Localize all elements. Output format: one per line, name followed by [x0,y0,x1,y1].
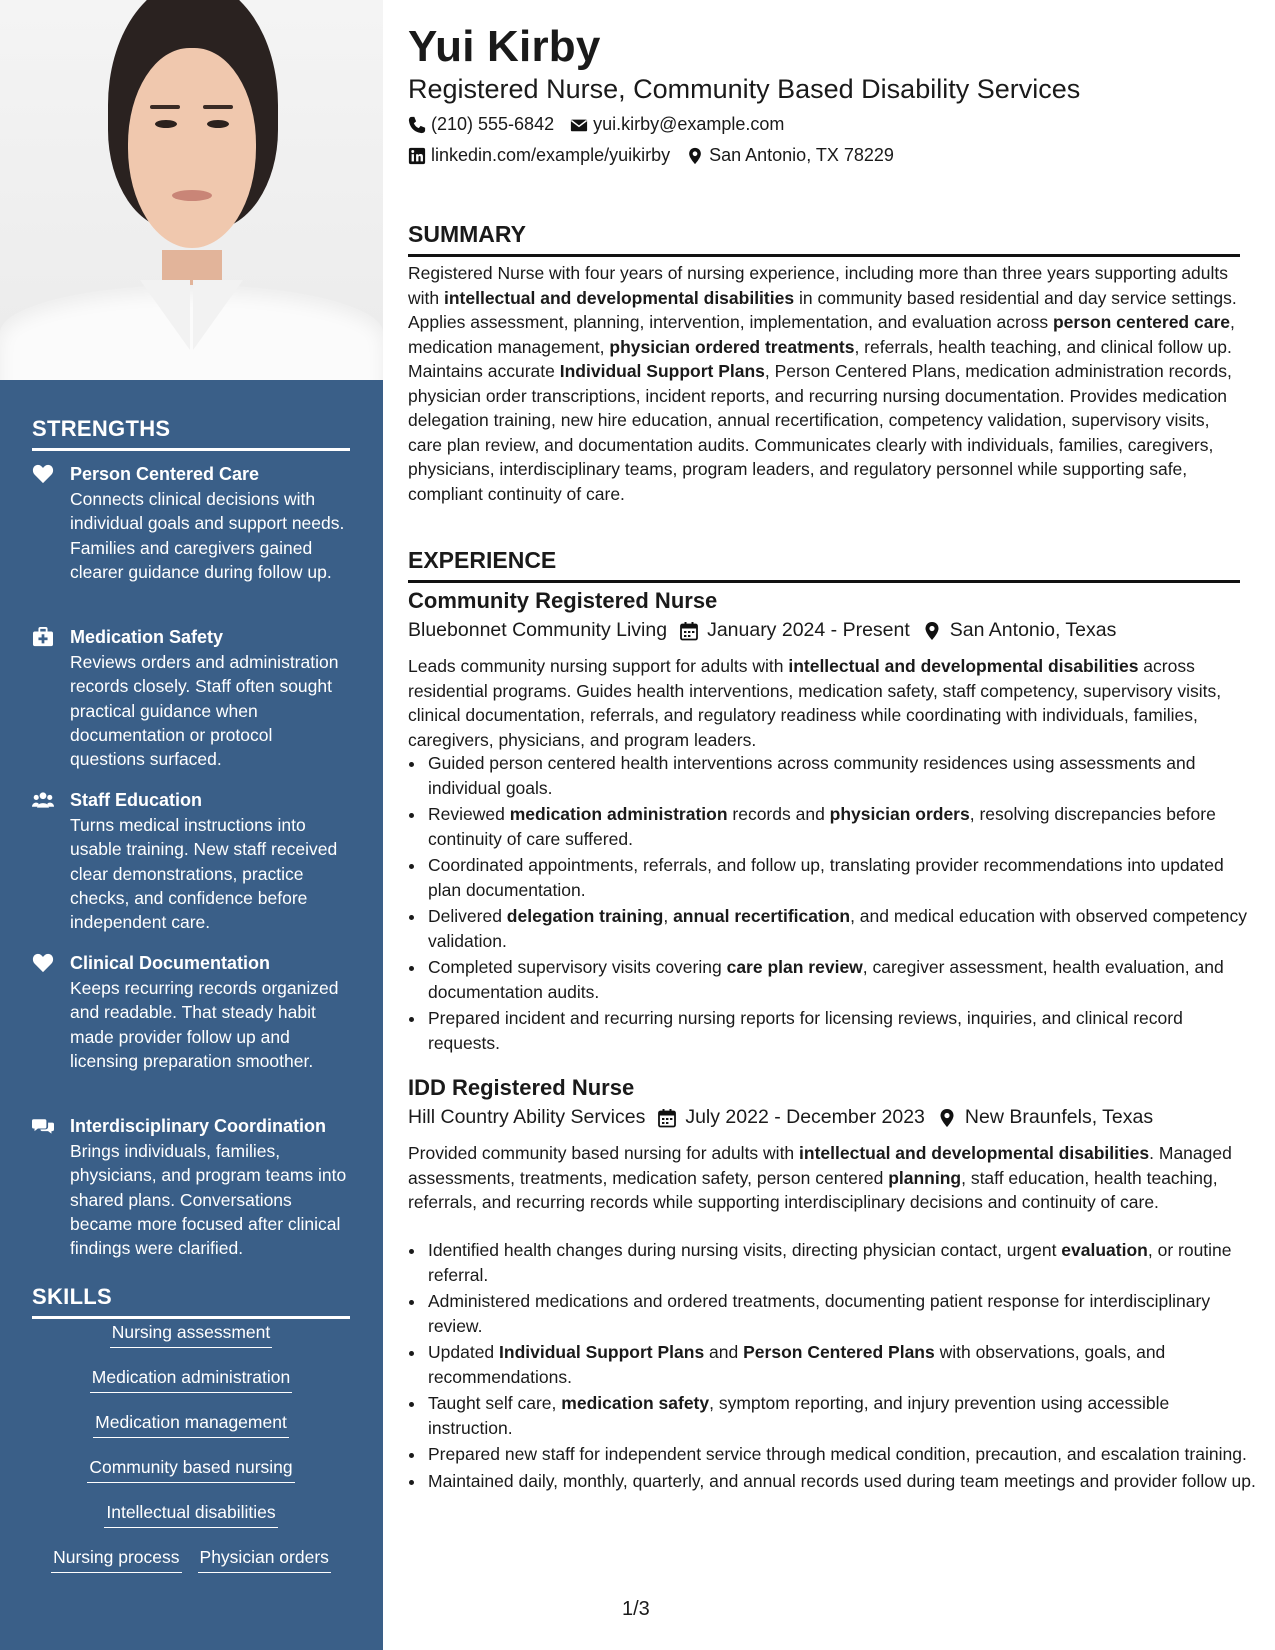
skill-tag: Community based nursing [87,1455,294,1483]
phone-text: (210) 555-6842 [431,114,555,134]
body-text: Maintained daily, monthly, quarterly, and annual records used during team meetings and provider follow up. [428,1470,1256,1491]
body-text: Delivered [428,906,507,926]
body-text: with observations, goals, and recommendations. [428,1342,1166,1387]
bullet-item [426,751,1258,800]
strength-title: Clinical Documentation [70,953,271,973]
body-text: , resolving discrepancies before continuity of care suffered. [428,804,1216,849]
skill-tag: Medication management [93,1410,289,1438]
body-text: Administered medications and ordered treatments, documenting patient response for interdisciplinary review. [428,1291,1211,1336]
body-text: records and [727,804,830,824]
job-bullets [408,1238,1258,1495]
strength-desc: Brings individuals, families, physicians, and program teams into shared plans. Conversations became more focused after clinical findings were clarified. [70,1141,347,1259]
body-text: , referrals, health teaching, and clinical follow up. Maintains accurate [408,336,1232,381]
emphasis-text: intellectual and developmental disabilities [443,287,795,308]
emphasis-text: intellectual and developmental disabilities [799,1143,1150,1163]
email[interactable] [570,114,784,135]
emphasis-text: intellectual and developmental disabilities [788,656,1139,676]
company-name: Bluebonnet Community Living [408,619,668,641]
body-text: Coordinated appointments, referrals, and follow up, translating provider recommendations into updated plan documentation. [428,855,1224,900]
skill-tag: Intellectual disabilities [104,1500,277,1528]
body-text: . Managed assessments, treatments, medication safety, person centered [408,1143,1232,1188]
summary-text [408,261,1240,506]
body-text: Provided community based nursing for adults with [408,1143,800,1163]
strength-title: Staff Education [70,790,203,810]
bullet-item [426,904,1258,953]
strengths-heading: STRENGTHS [32,416,350,451]
skill-tag: Nursing process [51,1545,181,1573]
skill-tag: Nursing assessment [110,1320,273,1348]
emphasis-text: planning [888,1167,962,1188]
body-text: Completed supervisory visits covering [428,957,727,977]
bullet-item [426,955,1258,1004]
experience-heading: EXPERIENCE [408,547,1240,583]
skills-list [32,1320,350,1590]
job-meta [408,1106,1153,1129]
candidate-name: Yui Kirby [408,22,601,71]
email-text: yui.kirby@example.com [593,114,785,134]
skill-tag: Physician orders [198,1545,331,1573]
page-number: 1/3 [622,1598,650,1620]
comments-icon [32,1116,54,1136]
phone[interactable] [408,114,554,135]
strength-desc: Turns medical instructions into usable training. New staff received clear demonstrations, practice checks, and confidence before independent care. [70,815,338,933]
map-pin-icon [937,1108,957,1128]
emphasis-text: Individual Support Plans [559,361,765,381]
emphasis-text: care plan review [726,957,863,977]
bullet-item [426,1238,1258,1287]
emphasis-text: delegation training [506,906,664,926]
heart-icon [32,953,54,973]
emphasis-text: annual recertification [673,906,851,926]
body-text: , medication management, [408,312,1235,357]
body-text: Updated [428,1342,500,1362]
body-text: Taught self care, [428,1393,562,1413]
emphasis-text: Person Centered Plans [743,1342,935,1362]
body-text: , [663,906,674,926]
calendar-icon [679,621,699,641]
body-text: Prepared incident and recurring nursing reports for licensing reviews, inquiries, and clinical record requests. [428,1008,1183,1053]
profile-photo [0,0,383,380]
bullet-item [426,1289,1258,1338]
body-text: Registered Nurse with four years of nursing experience, including more than three years supporting adults with [408,263,1229,308]
map-pin-icon [686,147,704,165]
emphasis-text: Individual Support Plans [499,1342,705,1362]
job-meta [408,619,1116,642]
bullet-item [426,1391,1258,1440]
sidebar [0,0,383,1650]
emphasis-text: physician ordered treatments [609,336,855,357]
body-text: Prepared new staff for independent service through medical condition, precaution, and escalation training. [428,1444,1247,1464]
bullet-item [426,1340,1258,1389]
strength-desc: Reviews orders and administration records closely. Staff often sought practical guidance when documentation or protocol questions surfaced. [70,652,339,770]
emphasis-text: person centered care [1052,312,1230,332]
strength-title: Medication Safety [70,627,224,647]
body-text: Guided person centered health interventions across community residences using assessments and individual goals. [428,753,1196,798]
linkedin-icon [408,147,426,165]
headline: Registered Nurse, Community Based Disability Services [408,74,1081,104]
envelope-icon [570,116,588,134]
linkedin-text: linkedin.com/example/yuikirby [431,145,671,165]
summary-heading: SUMMARY [408,221,1240,257]
emphasis-text: medication administration [509,804,728,824]
body-text: , or routine referral. [428,1240,1232,1285]
contact-row [408,114,784,135]
skill-tag: Medication administration [90,1365,292,1393]
emphasis-text: medication safety [561,1393,710,1413]
bullet-item [426,1469,1258,1494]
map-pin-icon [922,621,942,641]
location [686,145,894,166]
location-text: San Antonio, TX 78229 [709,145,894,165]
body-text: , staff education, health teaching, referrals, and recurring records while supporting interdisciplinary decisions and continuity of care. [408,1167,1218,1212]
strength-title: Person Centered Care [70,464,260,484]
body-text: , caregiver assessment, health evaluation, and documentation audits. [428,957,1224,1002]
strength-desc: Connects clinical decisions with individual goals and support needs. Families and caregivers gained clearer guidance during follow up. [70,489,345,582]
job-title: IDD Registered Nurse [408,1075,635,1100]
strength-title: Interdisciplinary Coordination [70,1116,327,1136]
job-location: San Antonio, Texas [949,619,1117,641]
linkedin[interactable] [408,145,670,166]
job-intro [408,1141,1240,1215]
job-bullets [408,751,1258,1057]
body-text: Reviewed [428,804,510,824]
bullet-item [426,1006,1258,1055]
skills-heading: SKILLS [32,1284,350,1319]
strength-desc: Keeps recurring records organized and readable. That steady habit made provider follow up and licensing preparation smoother. [70,978,339,1071]
bullet-item [426,802,1258,851]
company-name: Hill Country Ability Services [408,1106,646,1128]
bullet-item [426,853,1258,902]
body-text: Leads community nursing support for adults with [408,656,789,676]
contact-row [408,145,894,166]
users-icon [32,790,54,810]
job-intro [408,654,1240,752]
medical-kit-icon [32,627,54,647]
job-title: Community Registered Nurse [408,588,718,613]
heart-icon [32,464,54,484]
body-text: , and medical education with observed competency validation. [428,906,1247,951]
emphasis-text: evaluation [1061,1240,1148,1260]
phone-icon [408,116,426,134]
body-text: , symptom reporting, and injury prevention using accessible instruction. [428,1393,1170,1438]
bullet-item [426,1442,1258,1467]
body-text: and [704,1342,744,1362]
calendar-icon [657,1108,677,1128]
job-dates: July 2022 - December 2023 [685,1106,925,1128]
job-dates: January 2024 - Present [707,619,910,641]
body-text: Identified health changes during nursing visits, directing physician contact, urgent [428,1240,1062,1260]
body-text: , Person Centered Plans, medication administration records, physician order transcriptions, incident reports, and recurring nursing documentation. Provides medication delegation training, new hire education, annual recertification, competency validation, supervisory visits, care plan review, and documentation audits. Communicates clearly with individuals, families, caregivers, physicians, interdisciplinary teams, program leaders, and regulatory personnel while supporting safe, compliant continuity of care. [408,361,1232,504]
body-text: in community based residential and day service settings. Applies assessment, planning, intervention, implementation, and evaluation across [408,287,1237,332]
job-location: New Braunfels, Texas [964,1106,1154,1128]
body-text: across residential programs. Guides health interventions, medication safety, staff competency, supervisory visits, clinical documentation, referrals, and regulatory readiness while coordinating with individuals, families, caregivers, physicians, and program leaders. [408,656,1222,750]
emphasis-text: physician orders [829,804,970,824]
